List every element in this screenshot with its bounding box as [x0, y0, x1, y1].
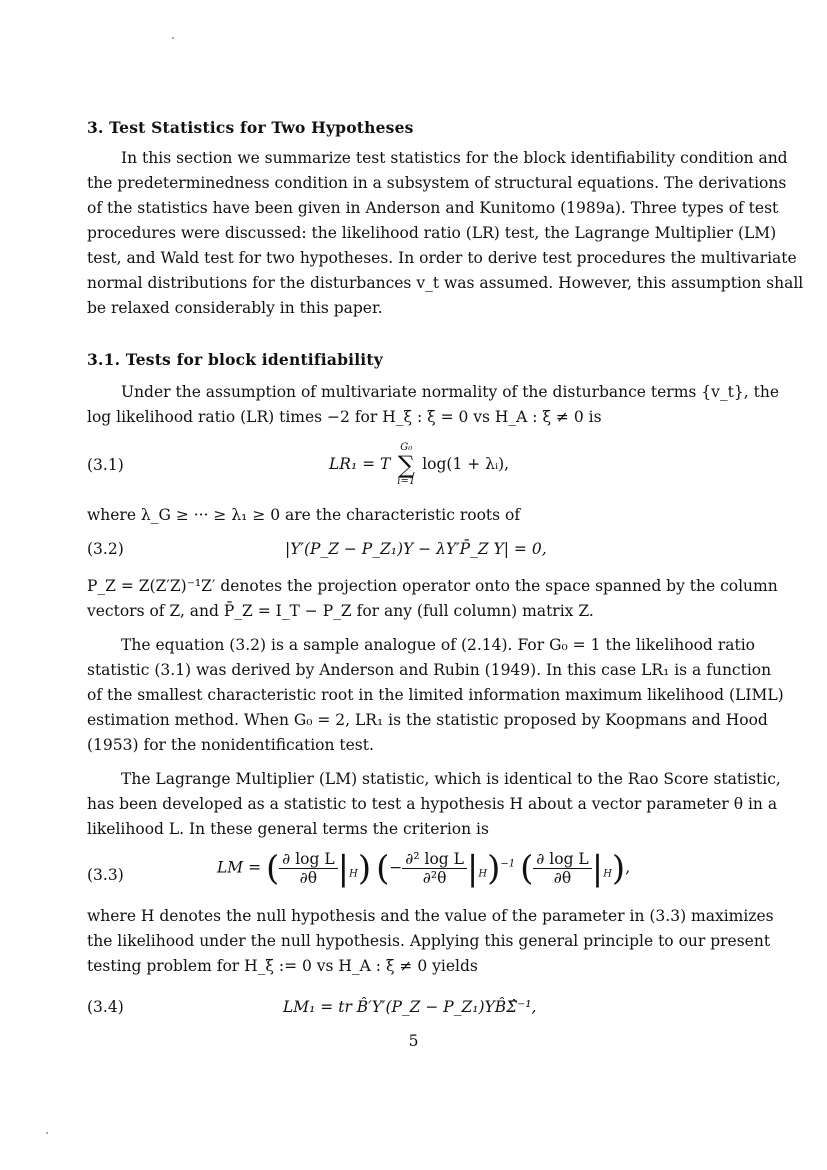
- sum-operator: [397, 442, 415, 488]
- equation-body: |Y′(P_Z − P_Z₁)Y − λY′P̄_Z Y| = 0,: [285, 540, 547, 558]
- eq-rhs: log(1 + λᵢ),: [422, 455, 510, 473]
- text-line: statistic (3.1) was derived by Anderson and Rubin (1949). In this case LR₁ is a function: [87, 661, 772, 679]
- text-line: P_Z = Z(Z′Z)⁻¹Z′ denotes the projection operator onto the space spanned by the column: [87, 577, 778, 595]
- text-line: of the smallest characteristic root in the limited information maximum likelihood (LIML): [87, 686, 784, 704]
- section-paragraph: [87, 146, 804, 321]
- text-line: (1953) for the nonidentification test.: [87, 736, 374, 754]
- scan-speck: [46, 1132, 48, 1134]
- text-line: procedures were discussed: the likelihood ratio (LR) test, the Lagrange Multiplier (LM): [87, 224, 777, 242]
- equation-body: [329, 442, 509, 488]
- text-line: be relaxed considerably in this paper.: [87, 299, 383, 317]
- left-paren: (: [520, 848, 534, 889]
- sum-upper-limit: G₀: [400, 442, 413, 453]
- bar: |: [337, 848, 350, 889]
- text-line: Under the assumption of multivariate normality of the disturbance terms {v_t}, the: [121, 383, 779, 401]
- text-line: where λ_G ≥ ··· ≥ λ₁ ≥ 0 are the characteristic roots of: [87, 506, 521, 524]
- where-line: [87, 503, 755, 528]
- text-line: likelihood L. In these general terms the criterion is: [87, 820, 489, 838]
- equation-3-2: [87, 538, 755, 578]
- text-line: In this section we summarize test statistics for the block identifiability condition and: [121, 149, 788, 167]
- fraction-numerator: ∂² log L: [402, 850, 467, 869]
- equation-3-1: [87, 442, 755, 487]
- eq-lhs: LM =: [217, 858, 262, 877]
- text-line: testing problem for H_ξ := 0 vs H_A : ξ ≠ 0 yields: [87, 957, 478, 975]
- projection-paragraph: [87, 574, 778, 624]
- inverse-superscript: −1: [500, 858, 516, 870]
- scan-speck: [172, 37, 174, 39]
- text-line: normal distributions for the disturbances v_t was assumed. However, this assumption shall: [87, 274, 804, 292]
- equation-3-3: [87, 850, 755, 900]
- analogue-paragraph: [87, 633, 784, 758]
- right-paren: ): [487, 848, 501, 889]
- text-line: where H denotes the null hypothesis and the value of the parameter in (3.3) maximizes: [87, 907, 774, 925]
- equation-number: (3.2): [87, 540, 124, 558]
- text-line: The equation (3.2) is a sample analogue of (2.14). For G₀ = 1 the likelihood ratio: [121, 636, 755, 654]
- equation-number: (3.1): [87, 456, 124, 474]
- fraction-numerator: ∂ log L: [279, 850, 337, 869]
- equation-number: (3.4): [87, 998, 124, 1016]
- fraction: [533, 850, 591, 887]
- fraction-denominator: ∂²θ: [422, 869, 447, 887]
- fraction: [279, 850, 337, 887]
- evaluation-subscript: H: [603, 868, 612, 880]
- sum-lower-limit: i=1: [397, 476, 416, 487]
- text-line: estimation method. When G₀ = 2, LR₁ is the statistic proposed by Koopmans and Hood: [87, 711, 768, 729]
- fraction: [402, 850, 467, 887]
- left-paren: (: [376, 848, 390, 889]
- intro-paragraph: [87, 380, 779, 430]
- evaluation-subscript: H: [478, 868, 488, 880]
- text-line: has been developed as a statistic to test a hypothesis H about a vector parameter θ in a: [87, 795, 778, 813]
- lm-paragraph: [87, 767, 781, 842]
- text-line: the predeterminedness condition in a subsystem of structural equations. The derivations: [87, 174, 787, 192]
- fraction-denominator: ∂θ: [553, 869, 572, 887]
- sigma-symbol: ∑: [397, 451, 415, 479]
- fraction-denominator: ∂θ: [299, 869, 318, 887]
- fraction-numerator: ∂ log L: [533, 850, 591, 869]
- text-line: vectors of Z, and P̄_Z = I_T − P_Z for any (full column) matrix Z.: [87, 602, 594, 620]
- page-number: 5: [408, 1032, 419, 1050]
- equation-body: [217, 850, 630, 887]
- section-heading: 3. Test Statistics for Two Hypotheses: [87, 118, 414, 137]
- evaluation-subscript: H: [349, 868, 358, 880]
- subsection-heading: 3.1. Tests for block identifiability: [87, 350, 383, 369]
- text-line: The Lagrange Multiplier (LM) statistic, which is identical to the Rao Score statistic,: [121, 770, 781, 788]
- right-paren: ): [611, 848, 626, 889]
- equation-number: (3.3): [87, 866, 124, 884]
- text-line: of the statistics have been given in Anderson and Kunitomo (1989a). Three types of test: [87, 199, 779, 217]
- left-paren: (: [266, 848, 280, 889]
- text-line: the likelihood under the null hypothesis. Applying this general principle to our present: [87, 932, 771, 950]
- eq-lhs: LR₁ = T: [329, 455, 391, 473]
- null-hypothesis-paragraph: [87, 904, 774, 979]
- text-line: test, and Wald test for two hypotheses. In order to derive test procedures the multivariate: [87, 249, 797, 267]
- equation-3-4: [87, 994, 755, 1034]
- right-paren: ): [357, 848, 372, 889]
- eq-end: ,: [625, 858, 631, 877]
- bar: |: [591, 848, 604, 889]
- minus-sign: −: [389, 858, 403, 877]
- equation-body: LM₁ = tr B̂′Y′(P_Z − P_Z₁)YB̂Σ̂⁻¹,: [283, 998, 537, 1016]
- bar: |: [466, 848, 479, 889]
- text-line: log likelihood ratio (LR) times −2 for H_ξ : ξ = 0 vs H_A : ξ ≠ 0 is: [87, 408, 602, 426]
